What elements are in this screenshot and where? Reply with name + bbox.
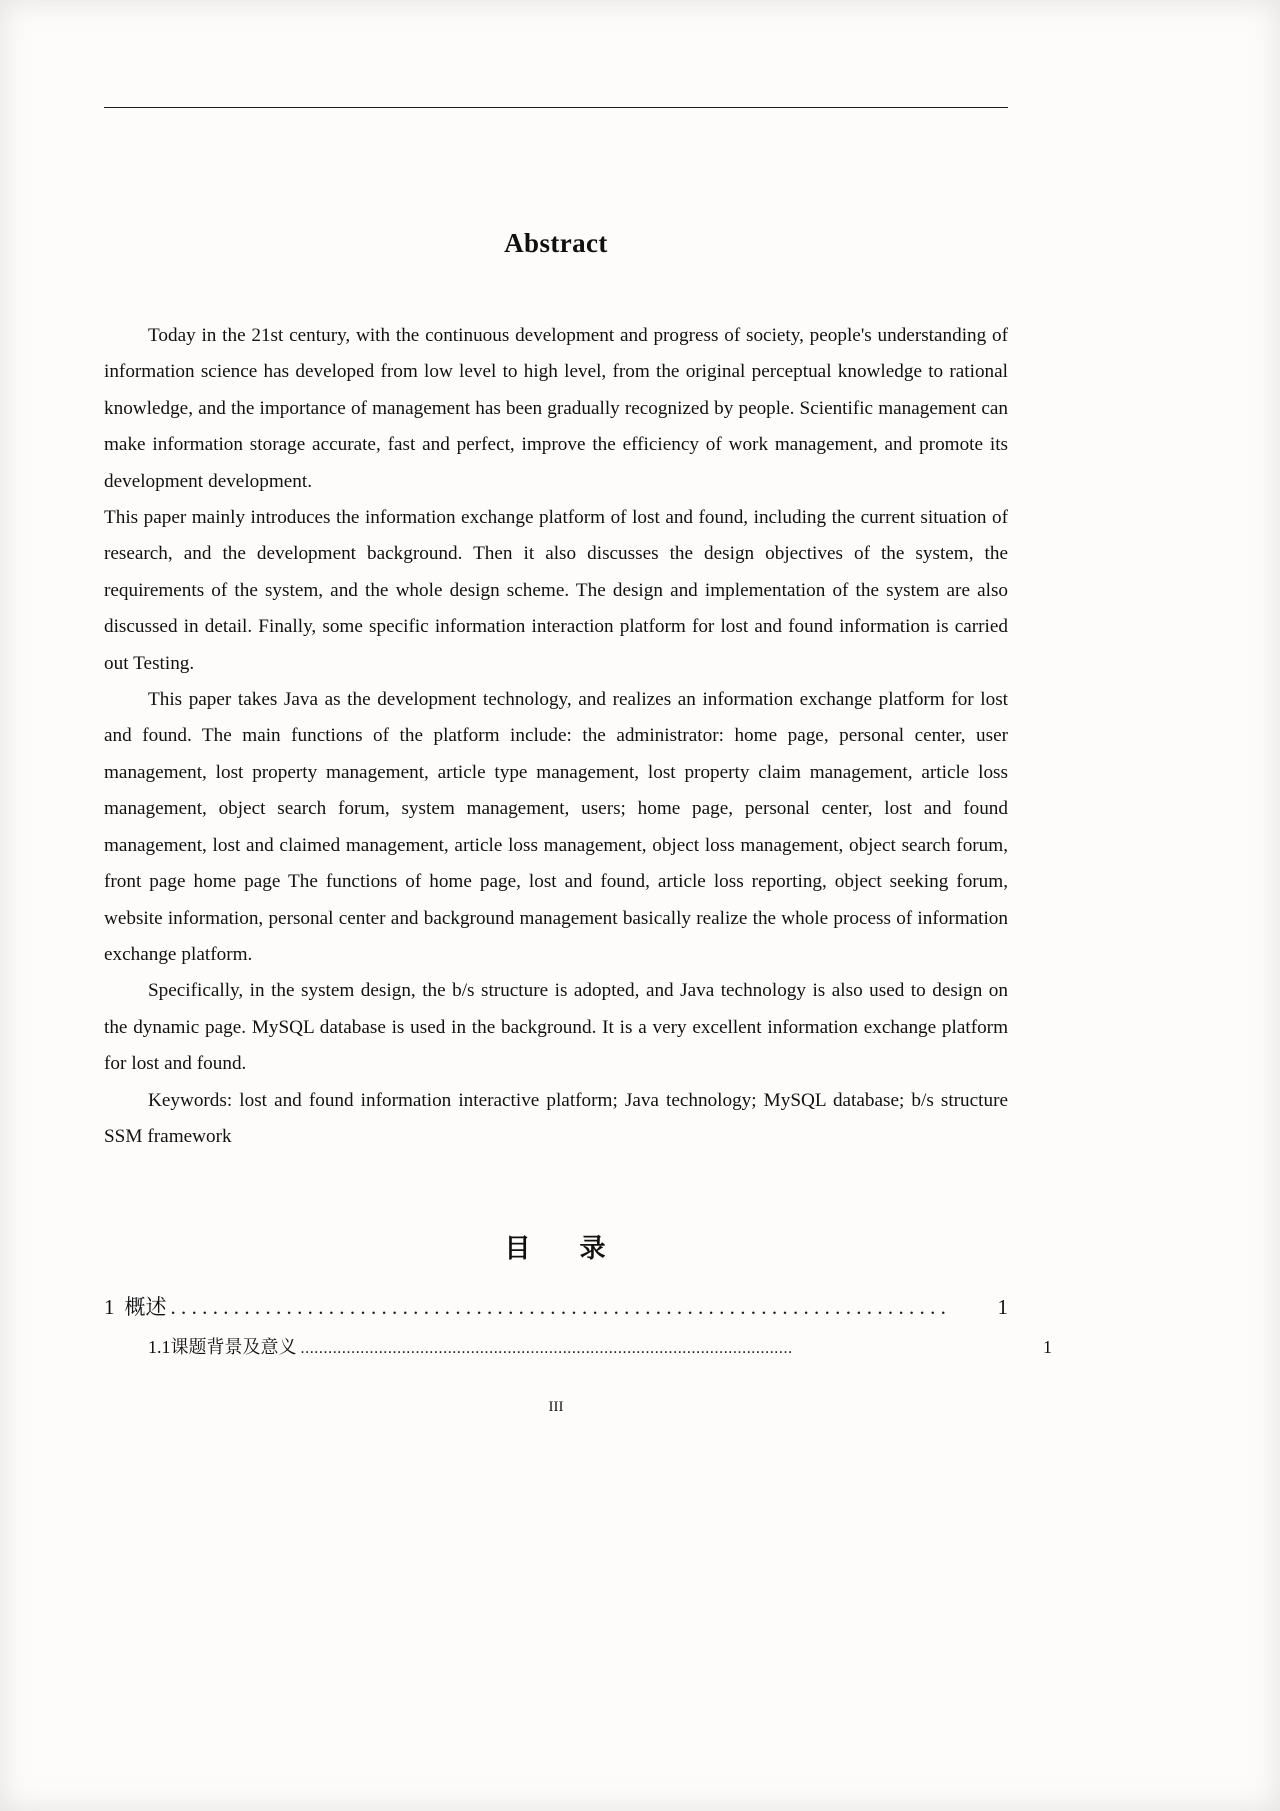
toc-list — [104, 1288, 1052, 1366]
toc-entry-label: 概述 — [124, 1295, 167, 1319]
keywords-paragraph: Keywords: lost and found information interactive platform; Java technology; MySQL database; b/s structure SSM framework — [104, 1089, 1008, 1147]
toc-entry-chapter-1[interactable] — [104, 1288, 1008, 1326]
toc-entry-label: 课题背景及意义 — [170, 1337, 297, 1357]
toc-heading — [104, 1228, 1008, 1265]
toc-entry-section-1-1[interactable] — [104, 1330, 1052, 1366]
page-footer-number: III — [548, 1399, 564, 1415]
toc-leader-dots: ........................................................................................................... — [300, 1340, 793, 1357]
toc-entry-page: 1 — [997, 1295, 1008, 1319]
page-content — [104, 0, 1052, 1811]
abstract-paragraph-2: This paper mainly introduces the information exchange platform of lost and found, including the current situation of research, and the development background. Then it also discusses the design objectives of the system, the requirements of the system, and the whole design scheme. The design and implementation of the system are also discussed in detail. Finally, some specific information interaction platform for lost and found information is carried out Testing. — [104, 507, 1008, 674]
toc-heading-char-1: 目 — [504, 1234, 533, 1263]
page-title: Abstract — [504, 228, 608, 258]
abstract-body — [104, 318, 1008, 1155]
abstract-paragraph-1: Today in the 21st century, with the continuous development and progress of society, people's understanding of information science has developed from low level to high level, from the original perceptual knowledge to rational knowledge, and the importance of management has been gradually recognized by people. Scientific management can make information storage accurate, fast and perfect, improve the efficiency of work management, and promote its development development. — [104, 325, 1008, 492]
abstract-paragraph-3: This paper takes Java as the development technology, and realizes an information exchange platform for lost and found. The main functions of the platform include: the administrator: home page, personal center, user management, lost property management, article type management, lost property claim management, article loss management, object search forum, system management, users; home page, personal center, lost and found management, lost and claimed management, article loss management, object loss management, object search forum, front page home page The functions of home page, lost and found, article loss reporting, object seeking forum, website information, personal center and background management basically realize the whole process of information exchange platform. — [104, 689, 1008, 965]
toc-entry-number: 1.1 — [148, 1337, 171, 1357]
toc-entry-page: 1 — [1043, 1337, 1052, 1357]
toc-leader-dots: .......................................................................... — [170, 1295, 952, 1319]
header-rule — [104, 107, 1008, 108]
toc-entry-number: 1 — [104, 1295, 115, 1319]
toc-heading-char-2: 录 — [579, 1234, 608, 1263]
abstract-paragraph-4: Specifically, in the system design, the b/s structure is adopted, and Java technology is also used to design on the dynamic page. MySQL database is used in the background. It is a very excellent information exchange platform for lost and found. — [104, 980, 1008, 1075]
